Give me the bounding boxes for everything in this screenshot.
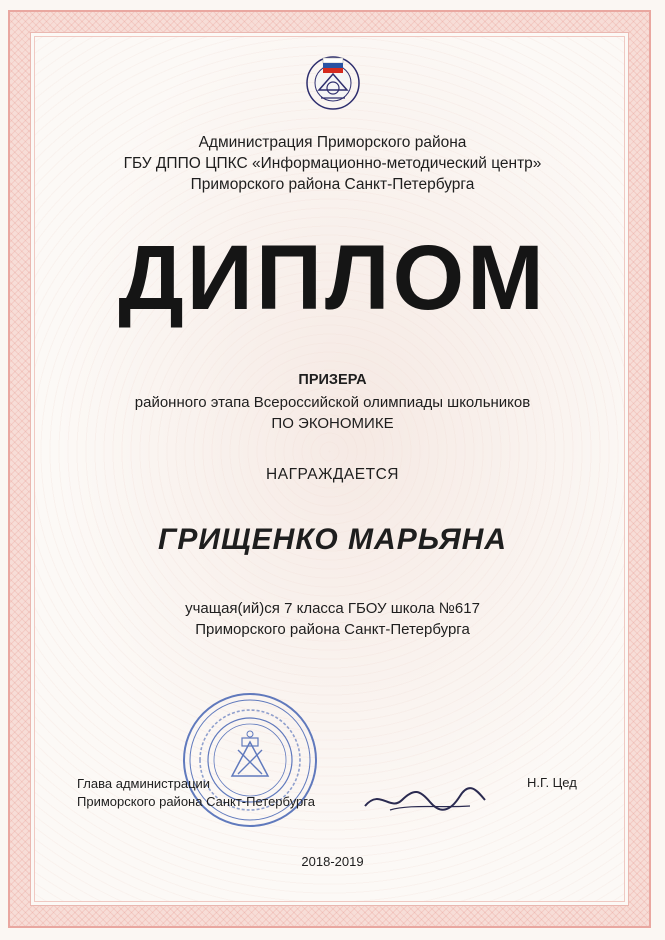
recipient-name: ГРИЩЕНКО МАРЬЯНА <box>157 523 508 556</box>
signatory-position-line-2: Приморского района Санкт-Петербурга <box>77 794 315 809</box>
award-label: НАГРАЖДАЕТСЯ <box>266 466 399 483</box>
recipient-info-line-2: Приморского района Санкт-Петербурга <box>195 621 470 638</box>
subtitle-line-3: ПО ЭКОНОМИКЕ <box>271 415 394 432</box>
subtitle-line-1: ПРИЗЕРА <box>298 372 367 388</box>
header-line-3: Приморского района Санкт-Петербурга <box>190 176 475 193</box>
academic-year: 2018-2019 <box>301 854 364 869</box>
signatory-position <box>77 775 315 811</box>
subtitle-line-2: районного этапа Всероссийской олимпиады школьников <box>134 394 531 411</box>
handwritten-signature <box>360 782 490 822</box>
header-line-2: ГБУ ДППО ЦПКС «Информационно-методический центр» <box>123 155 542 172</box>
header-line-1: Администрация Приморского района <box>198 134 467 151</box>
recipient-info-line-1: учащая(ий)ся 7 класса ГБОУ школа №617 <box>185 600 480 617</box>
signatory-position-line-1: Глава администрации <box>77 776 211 791</box>
diploma-title: ДИПЛОМ <box>118 227 547 329</box>
signatory-name: Н.Г. Цед <box>527 775 577 790</box>
olympiad-logo-icon <box>297 48 369 118</box>
